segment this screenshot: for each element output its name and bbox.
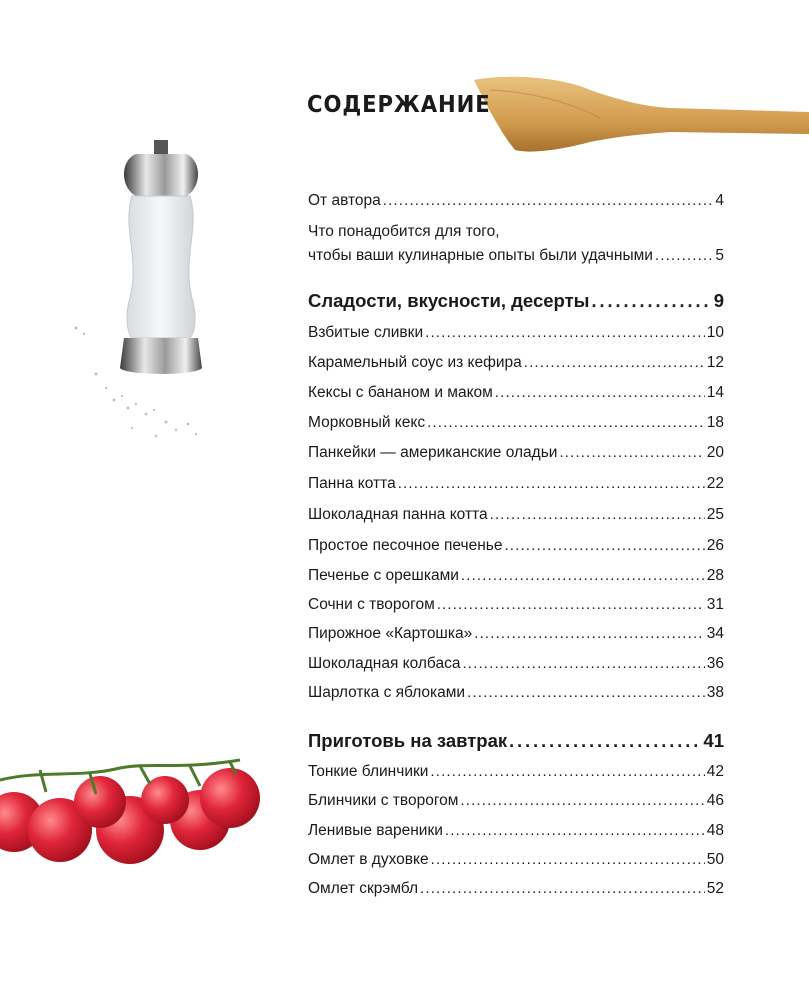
toc-entry-page: 4: [715, 192, 724, 209]
pepper-mill-illustration: [66, 138, 216, 458]
toc-entry-label: Морковный кекс: [308, 414, 426, 431]
leader-dots: [425, 324, 705, 342]
leader-dots: [504, 537, 704, 555]
toc-entry-page: 26: [706, 537, 724, 554]
toc-section-label: Приготовь на завтрак: [308, 730, 508, 751]
toc-entry-page: 5: [715, 247, 724, 264]
leader-dots: [559, 444, 704, 462]
toc-entry-page: 48: [706, 822, 724, 839]
toc-entry-label: Омлет скрэмбл: [308, 880, 419, 897]
toc-entry-page: 12: [706, 354, 724, 371]
leader-dots: [495, 384, 705, 402]
toc-section-label: Сладости, вкусности, десерты: [308, 290, 590, 311]
toc-entry-label: От автора: [308, 192, 381, 209]
leader-dots: [461, 567, 705, 585]
toc-entry-page: 42: [706, 763, 724, 780]
leader-dots: [591, 290, 711, 312]
toc-entry-label: Карамельный соус из кефира: [308, 354, 522, 371]
toc-entry[interactable]: [308, 822, 724, 840]
leader-dots: [437, 596, 705, 614]
cherry-tomatoes-illustration: [0, 740, 270, 870]
leader-dots: [467, 684, 705, 702]
toc-entry-page: 36: [706, 655, 724, 672]
leader-dots: [524, 354, 705, 372]
toc-entry-label: Омлет в духовке: [308, 851, 429, 868]
toc-entry-label: Панкейки — американские оладьи: [308, 444, 558, 461]
leader-dots: [509, 730, 701, 752]
toc-entry[interactable]: [308, 324, 724, 342]
toc-entry[interactable]: [308, 625, 724, 643]
leader-dots: [398, 475, 705, 493]
toc-entry-label: Печенье с орешками: [308, 567, 459, 584]
toc-entry-label-line1: Что понадобится для того,: [308, 223, 500, 240]
toc-entry[interactable]: [308, 596, 724, 614]
toc-entry[interactable]: [308, 763, 724, 781]
toc-entry-page: 14: [706, 384, 724, 401]
contents-title: СОДЕРЖАНИЕ: [307, 92, 491, 118]
toc-entry-page: 20: [706, 444, 724, 461]
toc-entry-label: Взбитые сливки: [308, 324, 424, 341]
toc-entry-page: 50: [706, 851, 724, 868]
toc-entry-label: Панна котта: [308, 475, 396, 492]
toc-entry-label: Кексы с бананом и маком: [308, 384, 493, 401]
toc-entry-page: 10: [706, 324, 724, 341]
toc-entry[interactable]: [308, 220, 724, 268]
toc-entry[interactable]: [308, 506, 724, 524]
toc-entry[interactable]: [308, 192, 724, 210]
leader-dots: [445, 822, 705, 840]
toc-entry-page: 28: [706, 567, 724, 584]
toc-entry-label: Шоколадная колбаса: [308, 655, 461, 672]
toc-section-heading[interactable]: [308, 290, 724, 312]
toc-entry-label: Сочни с творогом: [308, 596, 435, 613]
toc-entry-label: Пирожное «Картошка»: [308, 625, 473, 642]
leader-dots: [431, 851, 705, 869]
toc-section-heading[interactable]: [308, 730, 724, 752]
toc-section-page: 9: [713, 290, 724, 311]
toc-entry-page: 31: [706, 596, 724, 613]
toc-entry-page: 52: [706, 880, 724, 897]
toc-entry[interactable]: [308, 414, 724, 432]
toc-entry-page: 22: [706, 475, 724, 492]
leader-dots: [427, 414, 705, 432]
leader-dots: [655, 250, 712, 268]
toc-entry[interactable]: [308, 684, 724, 702]
toc-entry[interactable]: [308, 384, 724, 402]
leader-dots: [474, 625, 705, 643]
toc-entry-label: Блинчики с творогом: [308, 792, 459, 809]
toc-entry[interactable]: [308, 475, 724, 493]
toc-entry[interactable]: [308, 880, 724, 898]
toc-entry-label-line2: чтобы ваши кулинарные опыты были удачными: [308, 247, 653, 264]
toc-entry-label: Тонкие блинчики: [308, 763, 429, 780]
toc-entry-label: Шоколадная панна котта: [308, 506, 488, 523]
toc-entry-page: 38: [706, 684, 724, 701]
toc-entry-label: Шарлотка с яблоками: [308, 684, 466, 701]
toc-entry[interactable]: [308, 354, 724, 372]
toc-entry-label: Простое песочное печенье: [308, 537, 503, 554]
toc-entry[interactable]: [308, 567, 724, 585]
toc-entry-label: Ленивые вареники: [308, 822, 443, 839]
leader-dots: [383, 192, 712, 210]
toc-entry[interactable]: [308, 537, 724, 555]
toc-entry-page: 46: [706, 792, 724, 809]
toc-entry-page: 18: [706, 414, 724, 431]
leader-dots: [462, 655, 704, 673]
toc-entry[interactable]: [308, 792, 724, 810]
toc-entry-page: 25: [706, 506, 724, 523]
leader-dots: [460, 792, 704, 810]
toc-entry[interactable]: [308, 655, 724, 673]
leader-dots: [430, 763, 704, 781]
toc-entry[interactable]: [308, 444, 724, 462]
leader-dots: [420, 880, 705, 898]
wooden-spatula-illustration: [470, 72, 809, 157]
toc-entry[interactable]: [308, 851, 724, 869]
toc-entry-page: 34: [706, 625, 724, 642]
toc-section-page: 41: [703, 730, 724, 751]
leader-dots: [490, 506, 705, 524]
